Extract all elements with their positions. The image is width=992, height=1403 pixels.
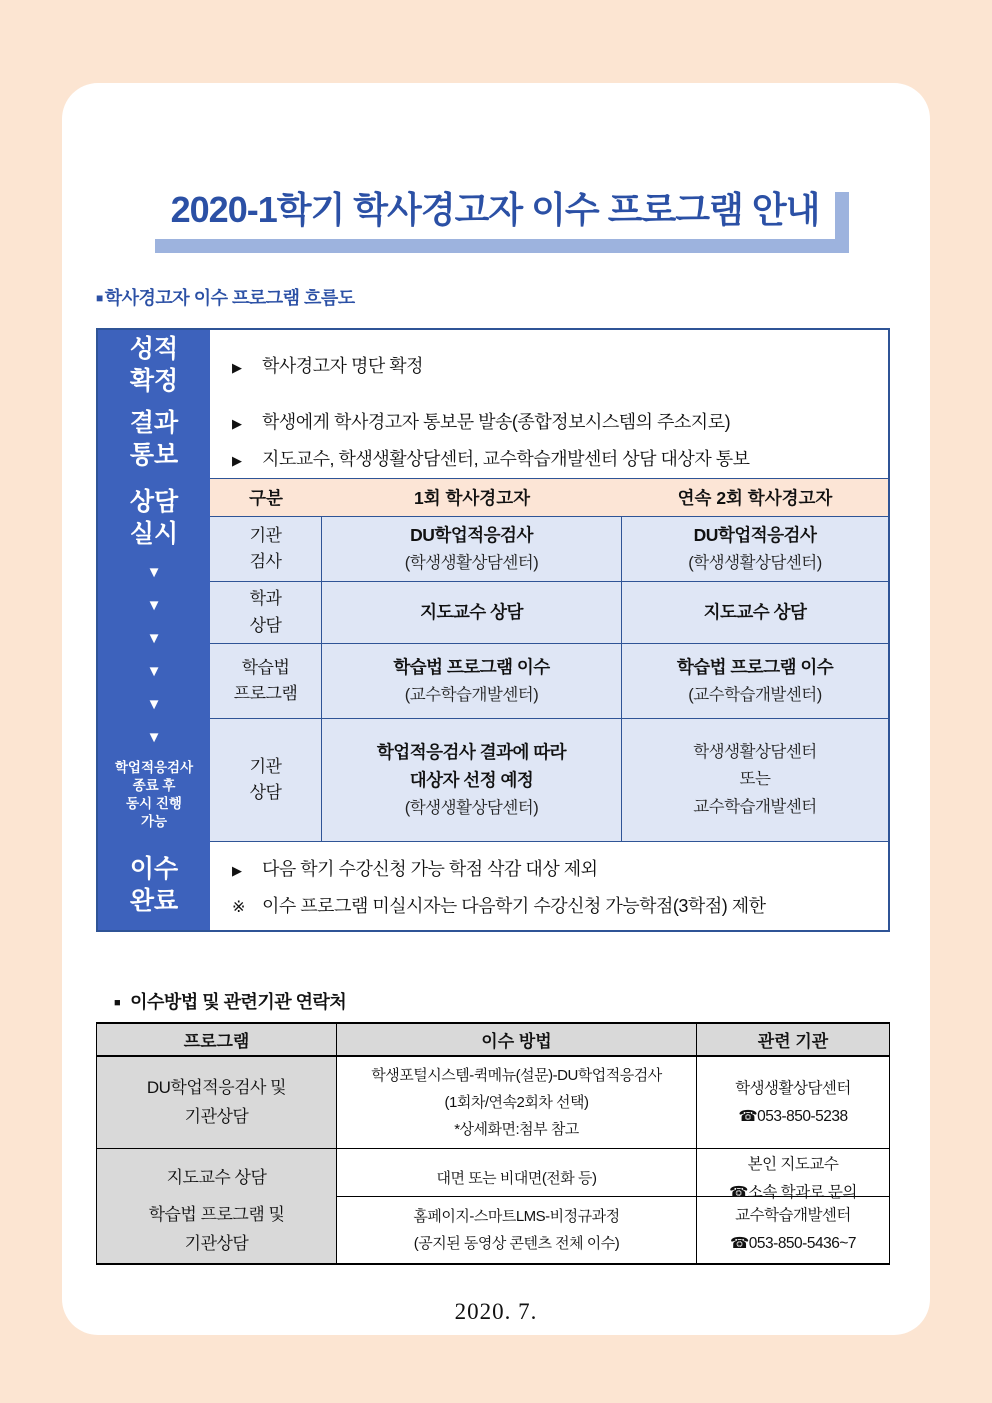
stage-notify-line1: 결과	[129, 409, 179, 437]
bullet-item	[210, 445, 888, 471]
category-line: 기관	[249, 756, 282, 776]
stage-complete-line2: 완료	[129, 887, 179, 915]
page-title: 2020-1학기 학사경고자 이수 프로그램 안내	[170, 189, 820, 230]
flow-arrow-stack	[98, 556, 210, 754]
contact-row-learning	[97, 1197, 889, 1263]
category-line: 상담	[249, 783, 282, 802]
bullet-item	[210, 892, 888, 918]
down-arrow-icon: ▼	[146, 696, 162, 713]
triangle-bullet-icon: ▶	[232, 452, 242, 468]
square-bullet-icon: ■	[96, 291, 103, 305]
header-cell-first-warning: 1회 학사경고자	[413, 488, 531, 508]
stage-notify-label	[98, 400, 210, 478]
sidebar-note-line4: 가능	[140, 814, 168, 830]
first-warning-cell	[322, 517, 622, 581]
stage-counsel-line1: 상담	[129, 488, 179, 516]
header-cell-method: 이수 방법	[337, 1024, 697, 1055]
header-cell-category: 구분	[249, 488, 283, 508]
flow-row-notify	[210, 400, 888, 478]
stage-counsel-label	[98, 478, 210, 750]
flow-row-score	[210, 330, 888, 400]
complete-item2-text: 이수 프로그램 미실시자는 다음학기 수강신청 가능학점(3학점) 제한	[262, 895, 766, 916]
header-cell-second-warning: 연속 2회 학사경고자	[677, 488, 833, 508]
notify-item2-text: 지도교수, 학생생활상담센터, 교수학습개발센터 상담 대상자 통보	[262, 448, 750, 469]
org-line: 학생생활상담센터	[735, 1079, 851, 1097]
reference-mark-icon: ※	[232, 898, 246, 916]
cell-sub-line: (학생생활상담센터)	[688, 553, 822, 572]
counsel-row-learn	[210, 643, 888, 718]
cell-main-line: 대상자 선정 예정	[409, 770, 534, 791]
flow-heading-text: 학사경고자 이수 프로그램 흐름도	[104, 288, 355, 308]
category-cell	[210, 644, 322, 718]
program-cell	[97, 1197, 337, 1263]
first-warning-cell	[322, 644, 622, 718]
counsel-row-org	[210, 718, 888, 841]
sidebar-note-line1: 학업적응검사	[114, 759, 194, 775]
category-cell	[210, 582, 322, 643]
method-cell	[337, 1057, 697, 1148]
flow-sidebar	[98, 330, 210, 930]
method-line: 홈페이지-스마트LMS-비정규과정	[413, 1208, 620, 1225]
contact-heading-text: 이수방법 및 관련기관 연락처	[130, 992, 347, 1012]
category-line: 프로그램	[233, 684, 298, 703]
category-line: 학과	[249, 589, 282, 609]
org-phone-line: ☎소속 학과로 문의	[729, 1183, 857, 1201]
stage-counsel-line2: 실시	[129, 520, 179, 548]
title-underline-bar	[155, 239, 836, 253]
cell-sub-line: (학생생활상담센터)	[404, 799, 539, 818]
triangle-bullet-icon: ▶	[232, 862, 242, 878]
flow-content	[210, 330, 888, 930]
stage-complete-label	[98, 840, 210, 930]
category-line: 검사	[249, 552, 282, 572]
cell-sub-line: 학생생활상담센터	[693, 743, 817, 762]
stage-complete-line1: 이수	[129, 855, 179, 883]
bullet-item	[210, 408, 888, 434]
counsel-row-test	[210, 516, 888, 581]
first-warning-cell	[322, 719, 622, 841]
contact-table	[96, 1022, 890, 1265]
complete-item1-text: 다음 학기 수강신청 가능 학점 삭감 대상 제외	[262, 858, 598, 879]
org-phone-line: ☎053-850-5238	[738, 1107, 848, 1125]
org-line: 본인 지도교수	[747, 1156, 839, 1173]
counsel-table-header	[210, 478, 888, 516]
org-cell	[697, 1057, 889, 1148]
triangle-bullet-icon: ▶	[232, 415, 242, 431]
org-cell	[697, 1197, 889, 1263]
down-arrow-icon: ▼	[146, 663, 162, 680]
contact-row-du-test	[97, 1057, 889, 1149]
title-box	[167, 180, 830, 239]
bullet-item	[210, 855, 888, 881]
flow-table	[96, 328, 890, 932]
category-line: 기관	[249, 525, 282, 545]
cell-sub-line: 또는	[739, 770, 771, 789]
org-line: 교수학습개발센터	[735, 1207, 851, 1225]
down-arrow-icon: ▼	[146, 630, 162, 647]
stage-score-label	[98, 330, 210, 400]
contact-section-heading	[114, 988, 930, 1014]
stage-score-line1: 성적	[129, 335, 179, 363]
category-cell	[210, 719, 322, 841]
sidebar-note-line2: 종료 후	[132, 777, 176, 793]
cell-sub-line: (학생생활상담센터)	[404, 553, 539, 572]
category-cell	[210, 517, 322, 581]
down-arrow-icon: ▼	[146, 729, 162, 746]
org-phone-line: ☎053-850-5436~7	[729, 1235, 856, 1252]
stage-score-line2: 확정	[129, 367, 179, 395]
cell-main-line: 학습법 프로그램 이수	[393, 656, 550, 677]
square-bullet-icon: ■	[114, 997, 121, 1009]
contact-table-header	[97, 1024, 889, 1057]
program-line: 기관상담	[184, 1106, 249, 1126]
down-arrow-icon: ▼	[146, 597, 162, 614]
sidebar-note	[98, 750, 210, 840]
cell-sub-line: (교수학습개발센터)	[404, 685, 539, 704]
footer-date: 2020. 7.	[454, 1299, 538, 1324]
flow-row-complete	[210, 841, 888, 930]
flow-section-heading	[96, 284, 930, 310]
cell-main-line: 학업적응검사 결과에 따라	[376, 741, 567, 762]
sidebar-note-line3: 동시 진행	[126, 796, 182, 811]
cell-main-line: 학습법 프로그램 이수	[676, 656, 834, 677]
cell-sub-line: 교수학습개발센터	[693, 797, 817, 816]
category-line: 상담	[249, 615, 282, 635]
second-warning-cell	[622, 517, 888, 581]
second-warning-cell	[622, 719, 888, 841]
method-line: *상세화면:첨부 참고	[454, 1121, 579, 1138]
program-line: 학습법 프로그램 및	[148, 1205, 285, 1225]
method-line: 대면 또는 비대면(전화 등)	[436, 1170, 597, 1188]
stage-notify-line2: 통보	[129, 441, 179, 469]
cell-main-line: 지도교수 상담	[420, 602, 523, 623]
cell-sub-line: (교수학습개발센터)	[688, 685, 822, 704]
content-card	[62, 83, 930, 1335]
title-side-bar	[835, 192, 849, 253]
program-cell	[97, 1057, 337, 1148]
program-line: 지도교수 상담	[166, 1168, 267, 1188]
header-cell-org: 관련 기관	[757, 1032, 829, 1051]
counsel-row-dept	[210, 581, 888, 643]
cell-main-line: 지도교수 상담	[703, 602, 807, 623]
cell-main-line: DU학업적응검사	[693, 525, 817, 545]
method-line: (1회차/연속2회차 선택)	[444, 1094, 589, 1111]
notify-item1-text: 학생에게 학사경고자 통보문 발송(종합정보시스템의 주소지로)	[262, 411, 731, 432]
score-item-text: 학사경고자 명단 확정	[262, 356, 423, 376]
program-line: DU학업적응검사 및	[146, 1077, 287, 1097]
second-warning-cell	[622, 582, 888, 643]
cell-main-line: DU학업적응검사	[410, 525, 533, 545]
program-line: 기관상담	[184, 1234, 249, 1253]
header-cell-program: 프로그램	[97, 1024, 337, 1055]
category-line: 학습법	[241, 657, 290, 677]
down-arrow-icon: ▼	[146, 564, 162, 581]
method-cell	[337, 1197, 697, 1263]
first-warning-cell	[322, 582, 622, 643]
title-row	[62, 180, 930, 244]
triangle-bullet-icon: ▶	[232, 360, 242, 375]
method-line: (공지된 동영상 콘텐츠 전체 이수)	[413, 1235, 620, 1252]
method-line: 학생포털시스템-퀵메뉴(설문)-DU학업적응검사	[371, 1067, 662, 1084]
second-warning-cell	[622, 644, 888, 718]
contact-row-advisor	[97, 1149, 889, 1201]
bullet-item	[210, 352, 888, 378]
